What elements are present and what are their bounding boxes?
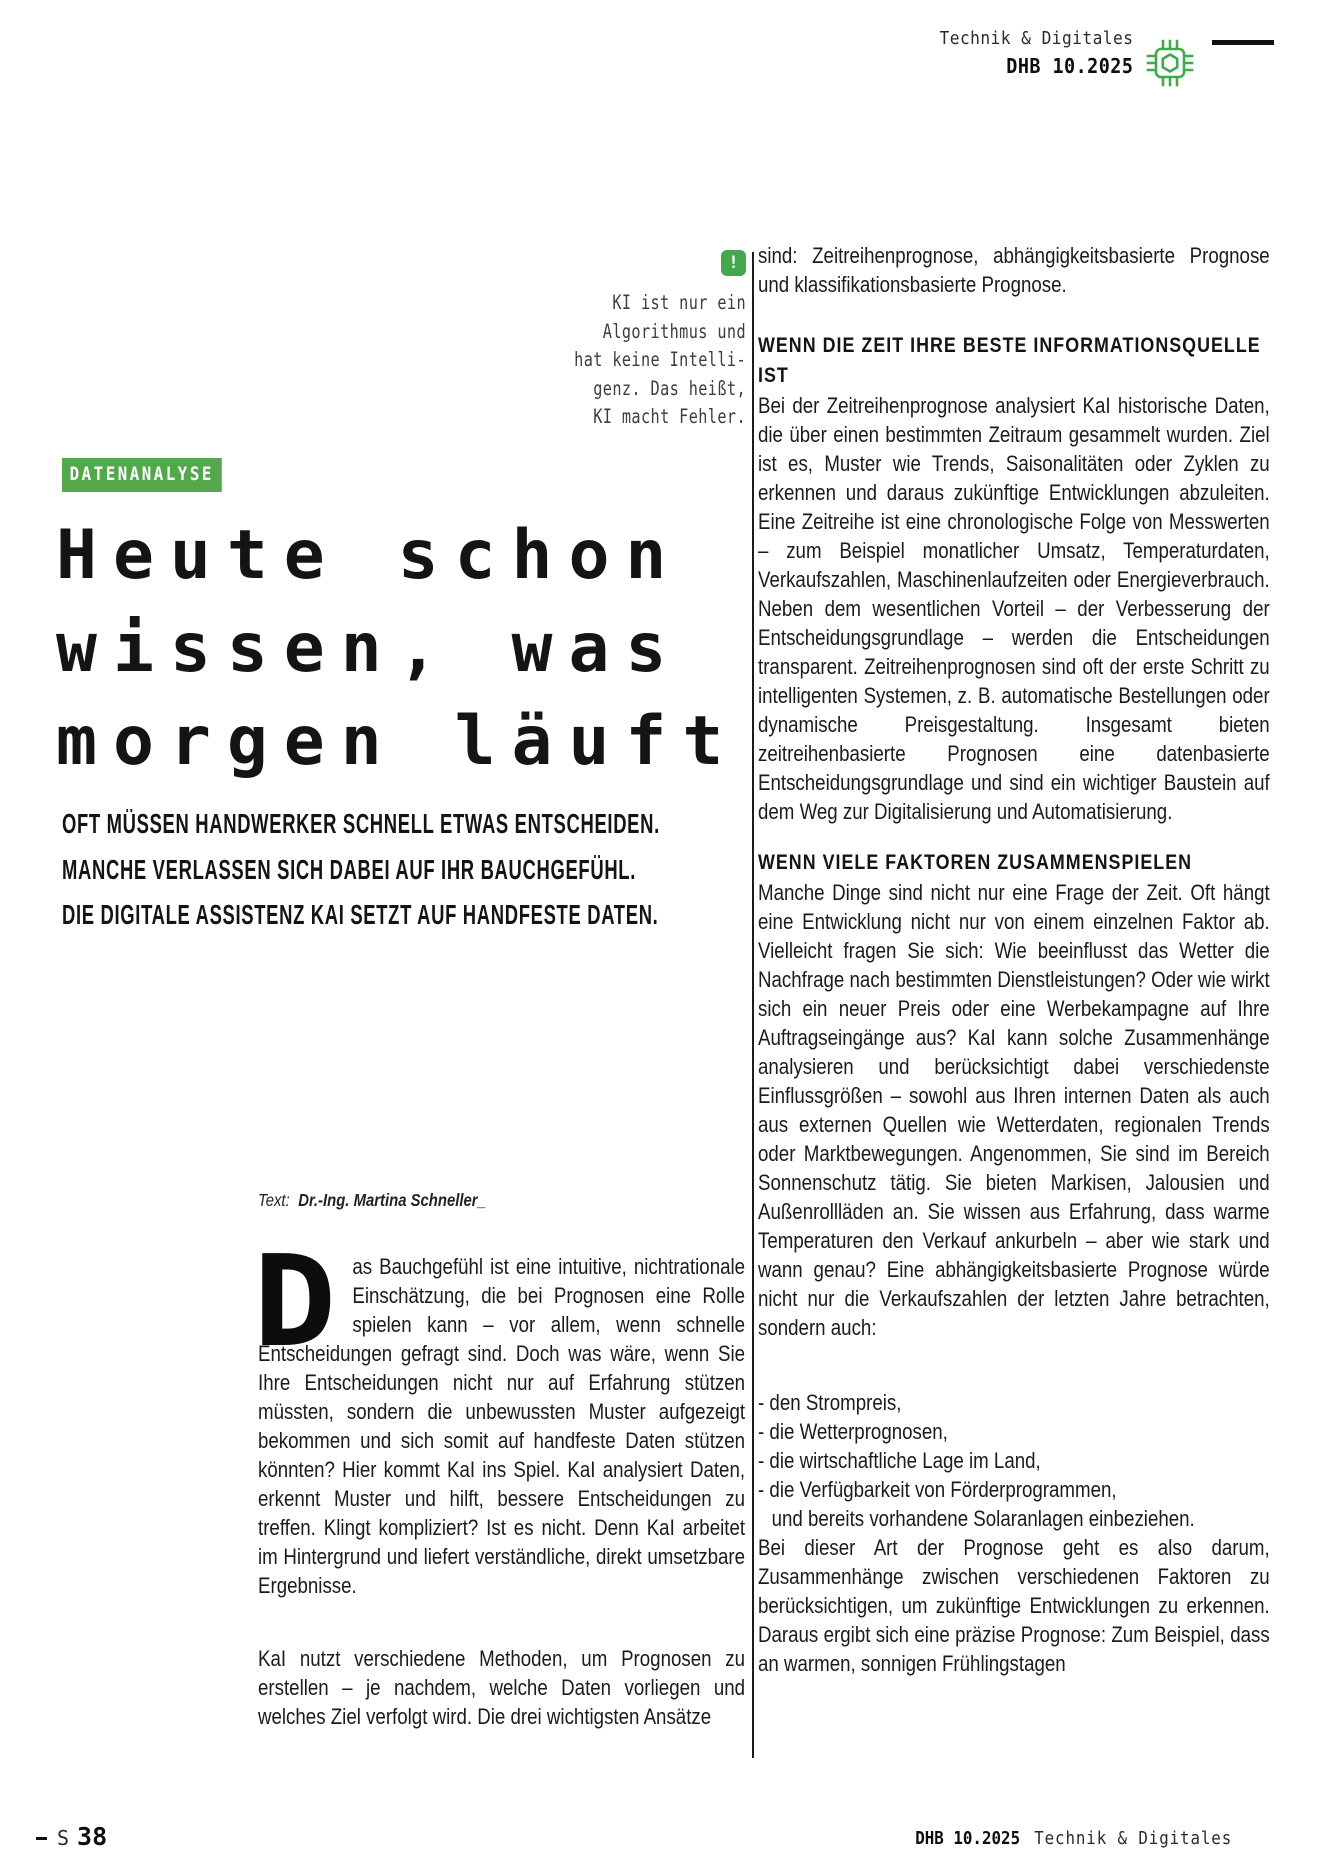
footer-page-value: 38 (77, 1822, 108, 1851)
alert-callout (426, 250, 746, 432)
body-paragraph (758, 241, 1270, 299)
bullet-item: - die Wetterprognosen, (758, 1419, 948, 1444)
paragraph-text: Bei dieser Art der Prognose geht es also darum, Zusammenhänge zwischen verschiedenen Faktoren zu berücksichtigen, um zukünftige Entwicklungen zu erkennen. Daraus ergibt sich eine präzise Prognose: Zum Beispiel, dass an warmen, sonnigen Frühlingstagen (758, 1535, 1270, 1676)
footer-issue-section (915, 1828, 1232, 1849)
column-divider (752, 252, 754, 1758)
callout-line: Algorithmus und (602, 319, 746, 343)
bullet-item: - die wirtschaftliche Lage im Land, (758, 1448, 1041, 1473)
bullet-list (758, 1388, 1270, 1533)
bullet-item: - die Verfügbarkeit von Förderprogrammen, (758, 1477, 1117, 1502)
body-paragraph (758, 391, 1270, 826)
headline-line: Heute schon (56, 516, 683, 595)
paragraph-text: sind: Zeitreihenprognose, abhängigkeitsbasierte Prognose und klassifikationsbasierte Prognose. (758, 243, 1270, 297)
body-paragraph (258, 1252, 745, 1600)
masthead-issue-label: DHB 10.2025 (1005, 54, 1133, 78)
alert-icon: ! (721, 250, 746, 276)
masthead (918, 28, 1133, 78)
callout-line: genz. Das heißt, (593, 376, 746, 400)
body-paragraph (758, 1533, 1270, 1678)
footer-page-number (57, 1822, 107, 1851)
standfirst (62, 801, 660, 938)
paragraph-text: KaI nutzt verschiedene Methoden, um Prognosen zu erstellen – je nachdem, welche Daten vorliegen und welches Ziel verfolgt wird. Die drei wichtigsten Ansätze (258, 1646, 746, 1729)
standfirst-line: OFT MÜSSEN HANDWERKER SCHNELL ETWAS ENTSCHEIDEN. (62, 808, 660, 839)
paragraph-text: Bei der Zeitreihenprognose analysiert KaI historische Daten, die über einen bestimmten Zeitraum gesammelt wurden. Ziel ist es, Muster wie Trends, Saisonalitäten oder Zyklen zu erkennen und daraus zukünftige Entwicklungen abzuleiten. Eine Zeitreihe ist eine chronologische Folge von Messwerten – zum Beispiel monatlicher Umsatz, Temperaturdaten, Verkaufszahlen, Maschinenlaufzeiten oder Energieverbrauch. Neben dem wesentlichen Vorteil – der Verbesserung der Entscheidungsgrundlage – werden die Entscheidungen transparent. Zeitreihenprognosen sind oft der erste Schritt zu intelligenten Systemen, z. B. automatische Bestellungen oder dynamische Preisgestaltung. Insgesamt bieten zeitreihenbasierte Prognosen eine datenbasierte Entscheidungsgrundlage und sind ein wichtiger Baustein auf dem Weg zur Digitalisierung und Automatisierung. (758, 393, 1270, 824)
callout-line: hat keine Intelli- (574, 348, 746, 371)
footer-tick (36, 1837, 47, 1840)
footer-page-label: S (57, 1826, 72, 1850)
body-paragraph (258, 1644, 745, 1731)
standfirst-line: MANCHE VERLASSEN SICH DABEI AUF IHR BAUCHGEFÜHL. (62, 853, 637, 885)
dropcap-spacer (258, 1252, 352, 1339)
header-rule (1212, 40, 1274, 45)
headline-line: wissen, was (56, 609, 683, 688)
masthead-section-label: Technik & Digitales (939, 28, 1133, 49)
bullet-note: und bereits vorhandene Solaranlagen einbeziehen. (771, 1506, 1195, 1531)
kicker-wrap (62, 458, 222, 492)
section-title: WENN VIELE FAKTOREN ZUSAMMENSPIELEN (758, 851, 1193, 874)
standfirst-line: DIE DIGITALE ASSISTENZ KAI SETZT AUF HANDFESTE DATEN. (62, 899, 659, 930)
headline (56, 509, 739, 788)
paragraph-text: Manche Dinge sind nicht nur eine Frage der Zeit. Oft hängt eine Entwicklung nicht nur von einem einzelnen Faktor ab. Vielleicht fragen Sie sich: Wie beeinflusst das Wetter die Nachfrage nach bestimmten Dienstleistungen? Oder wie wirkt sich ein neuer Preis oder eine Werbekampagne auf Ihre Auftragseingänge aus? KaI kann solche Zusammenhänge analysieren und berücksichtigt dabei verschiedenste Einflussgrößen – sowohl aus Ihren internen Daten als auch aus externen Quellen wie Wetterdaten, regionalen Trends oder Marktbewegungen. Angenommen, Sie sind im Bereich Sonnenschutz tätig. Sie bieten Markisen, Jalousien und Außenrollläden an. Sie wissen aus Erfahrung, dass warme Temperaturen den Verkauf ankurbeln – aber wie stark und wann genau? Eine abhängigkeitsbasierte Prognose würde nicht nur die Verkaufszahlen der letzten Jahre betrachten, sondern auch: (758, 880, 1270, 1340)
callout-line: KI macht Fehler. (593, 405, 746, 428)
callout-text (496, 289, 746, 432)
section-title: WENN DIE ZEIT IHRE BESTE INFORMATIONSQUELLE IST (758, 334, 1261, 387)
callout-line: KI ist nur ein (612, 291, 746, 314)
byline (258, 1190, 486, 1211)
chip-icon (1145, 38, 1195, 88)
byline-label: Text: (258, 1190, 290, 1210)
kicker-tag: DATENANALYSE (62, 458, 222, 492)
headline-line: morgen läuft (56, 702, 740, 781)
right-column (758, 241, 1270, 1678)
bullet-item: - den Strompreis, (758, 1390, 902, 1415)
byline-author: Dr.-Ing. Martina Schneller_ (298, 1190, 486, 1210)
body-paragraph (758, 878, 1270, 1342)
paragraph-text: as Bauchgefühl ist eine intuitive, nichtrationale Einschätzung, die bei Prognosen eine Rolle spielen kann – vor allem, wenn schnelle Entscheidungen gefragt sind. Doch was wäre, wenn Sie Ihre Entscheidungen nicht nur auf Erfahrung stützen müssten, sondern die unbewussten Muster aufgezeigt bekommen und sich somit auf handfeste Daten stützen könnten? Hier kommt KaI ins Spiel. KaI analysiert Daten, erkennt Muster und hilft, bessere Entscheidungen zu treffen. Klingt kompliziert? Ist es nicht. Denn KaI arbeitet im Hintergrund und liefert verständliche, direkt umsetzbare Ergebnisse. (258, 1254, 746, 1598)
left-column (258, 1252, 745, 1731)
dropcap: D (253, 1228, 337, 1375)
footer-section: Technik & Digitales (1034, 1828, 1232, 1849)
footer-issue: DHB 10.2025 (915, 1828, 1021, 1849)
